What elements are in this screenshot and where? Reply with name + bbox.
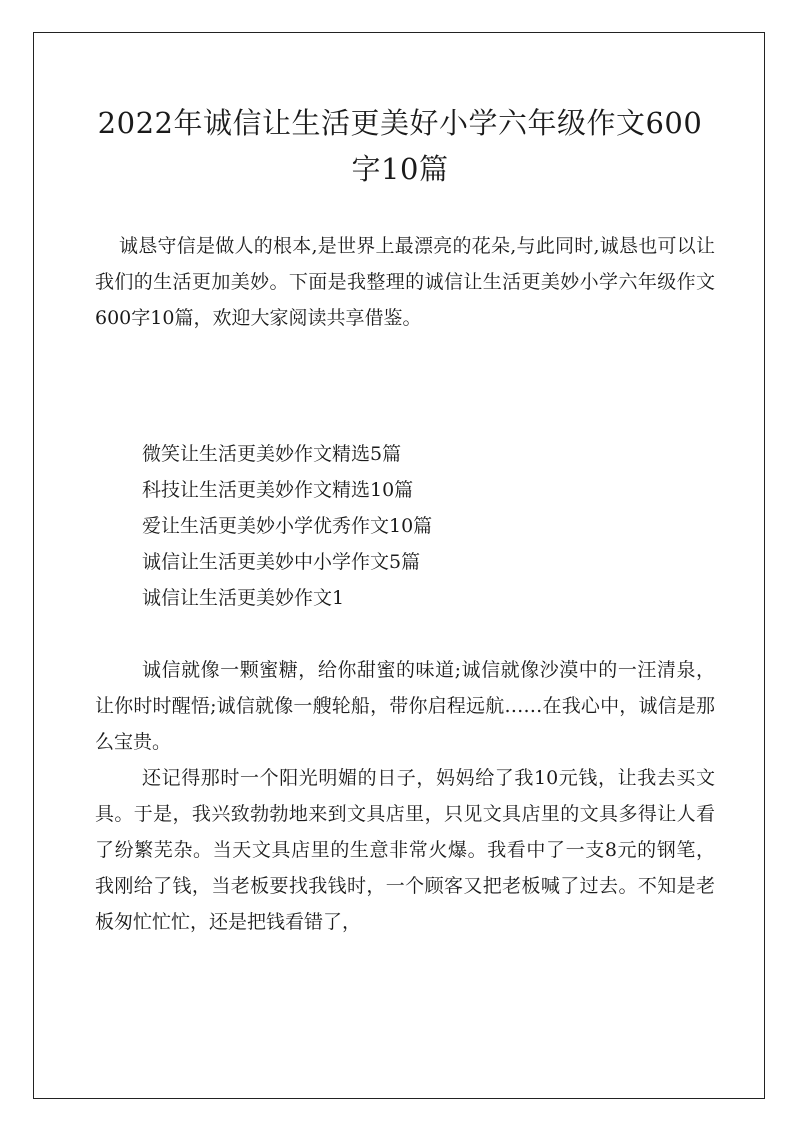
essay-body bbox=[95, 652, 715, 940]
related-link[interactable]: 微笑让生活更美妙作文精选5篇 bbox=[142, 443, 402, 465]
intro-paragraph: 诚恳守信是做人的根本,是世界上最漂亮的花朵,与此同时,诚恳也可以让我们的生活更加美妙。下面是我整理的诚信让生活更美妙小学六年级作文600字10篇，欢迎大家阅读共享借鉴。 bbox=[95, 235, 715, 329]
section-heading: 诚信让生活更美妙作文1 bbox=[142, 587, 345, 609]
related-links-list bbox=[95, 436, 715, 616]
document-title bbox=[60, 100, 740, 192]
related-link[interactable]: 爱让生活更美妙小学优秀作文10篇 bbox=[142, 515, 433, 537]
related-link[interactable]: 诚信让生活更美妙中小学作文5篇 bbox=[142, 551, 421, 573]
related-link[interactable]: 科技让生活更美妙作文精选10篇 bbox=[142, 479, 414, 501]
title-line-1: 2022年诚信让生活更美好小学六年级作文600 bbox=[97, 106, 703, 140]
title-line-2: 字10篇 bbox=[351, 152, 449, 186]
body-paragraph: 还记得那时一个阳光明媚的日子，妈妈给了我10元钱，让我去买文具。于是，我兴致勃勃地来到文具店里，只见文具店里的文具多得让人看了纷繁芜杂。当天文具店里的生意非常火爆。我看中了一支8元的钢笔，我刚给了钱，当老板要找我钱时，一个顾客又把老板喊了过去。不知是老板匆忙忙忙，还是把钱看错了， bbox=[95, 767, 715, 933]
body-paragraph: 诚信就像一颗蜜糖，给你甜蜜的味道;诚信就像沙漠中的一汪清泉，让你时时醒悟;诚信就像一艘轮船，带你启程远航……在我心中，诚信是那么宝贵。 bbox=[95, 659, 715, 753]
intro-section bbox=[95, 228, 715, 336]
